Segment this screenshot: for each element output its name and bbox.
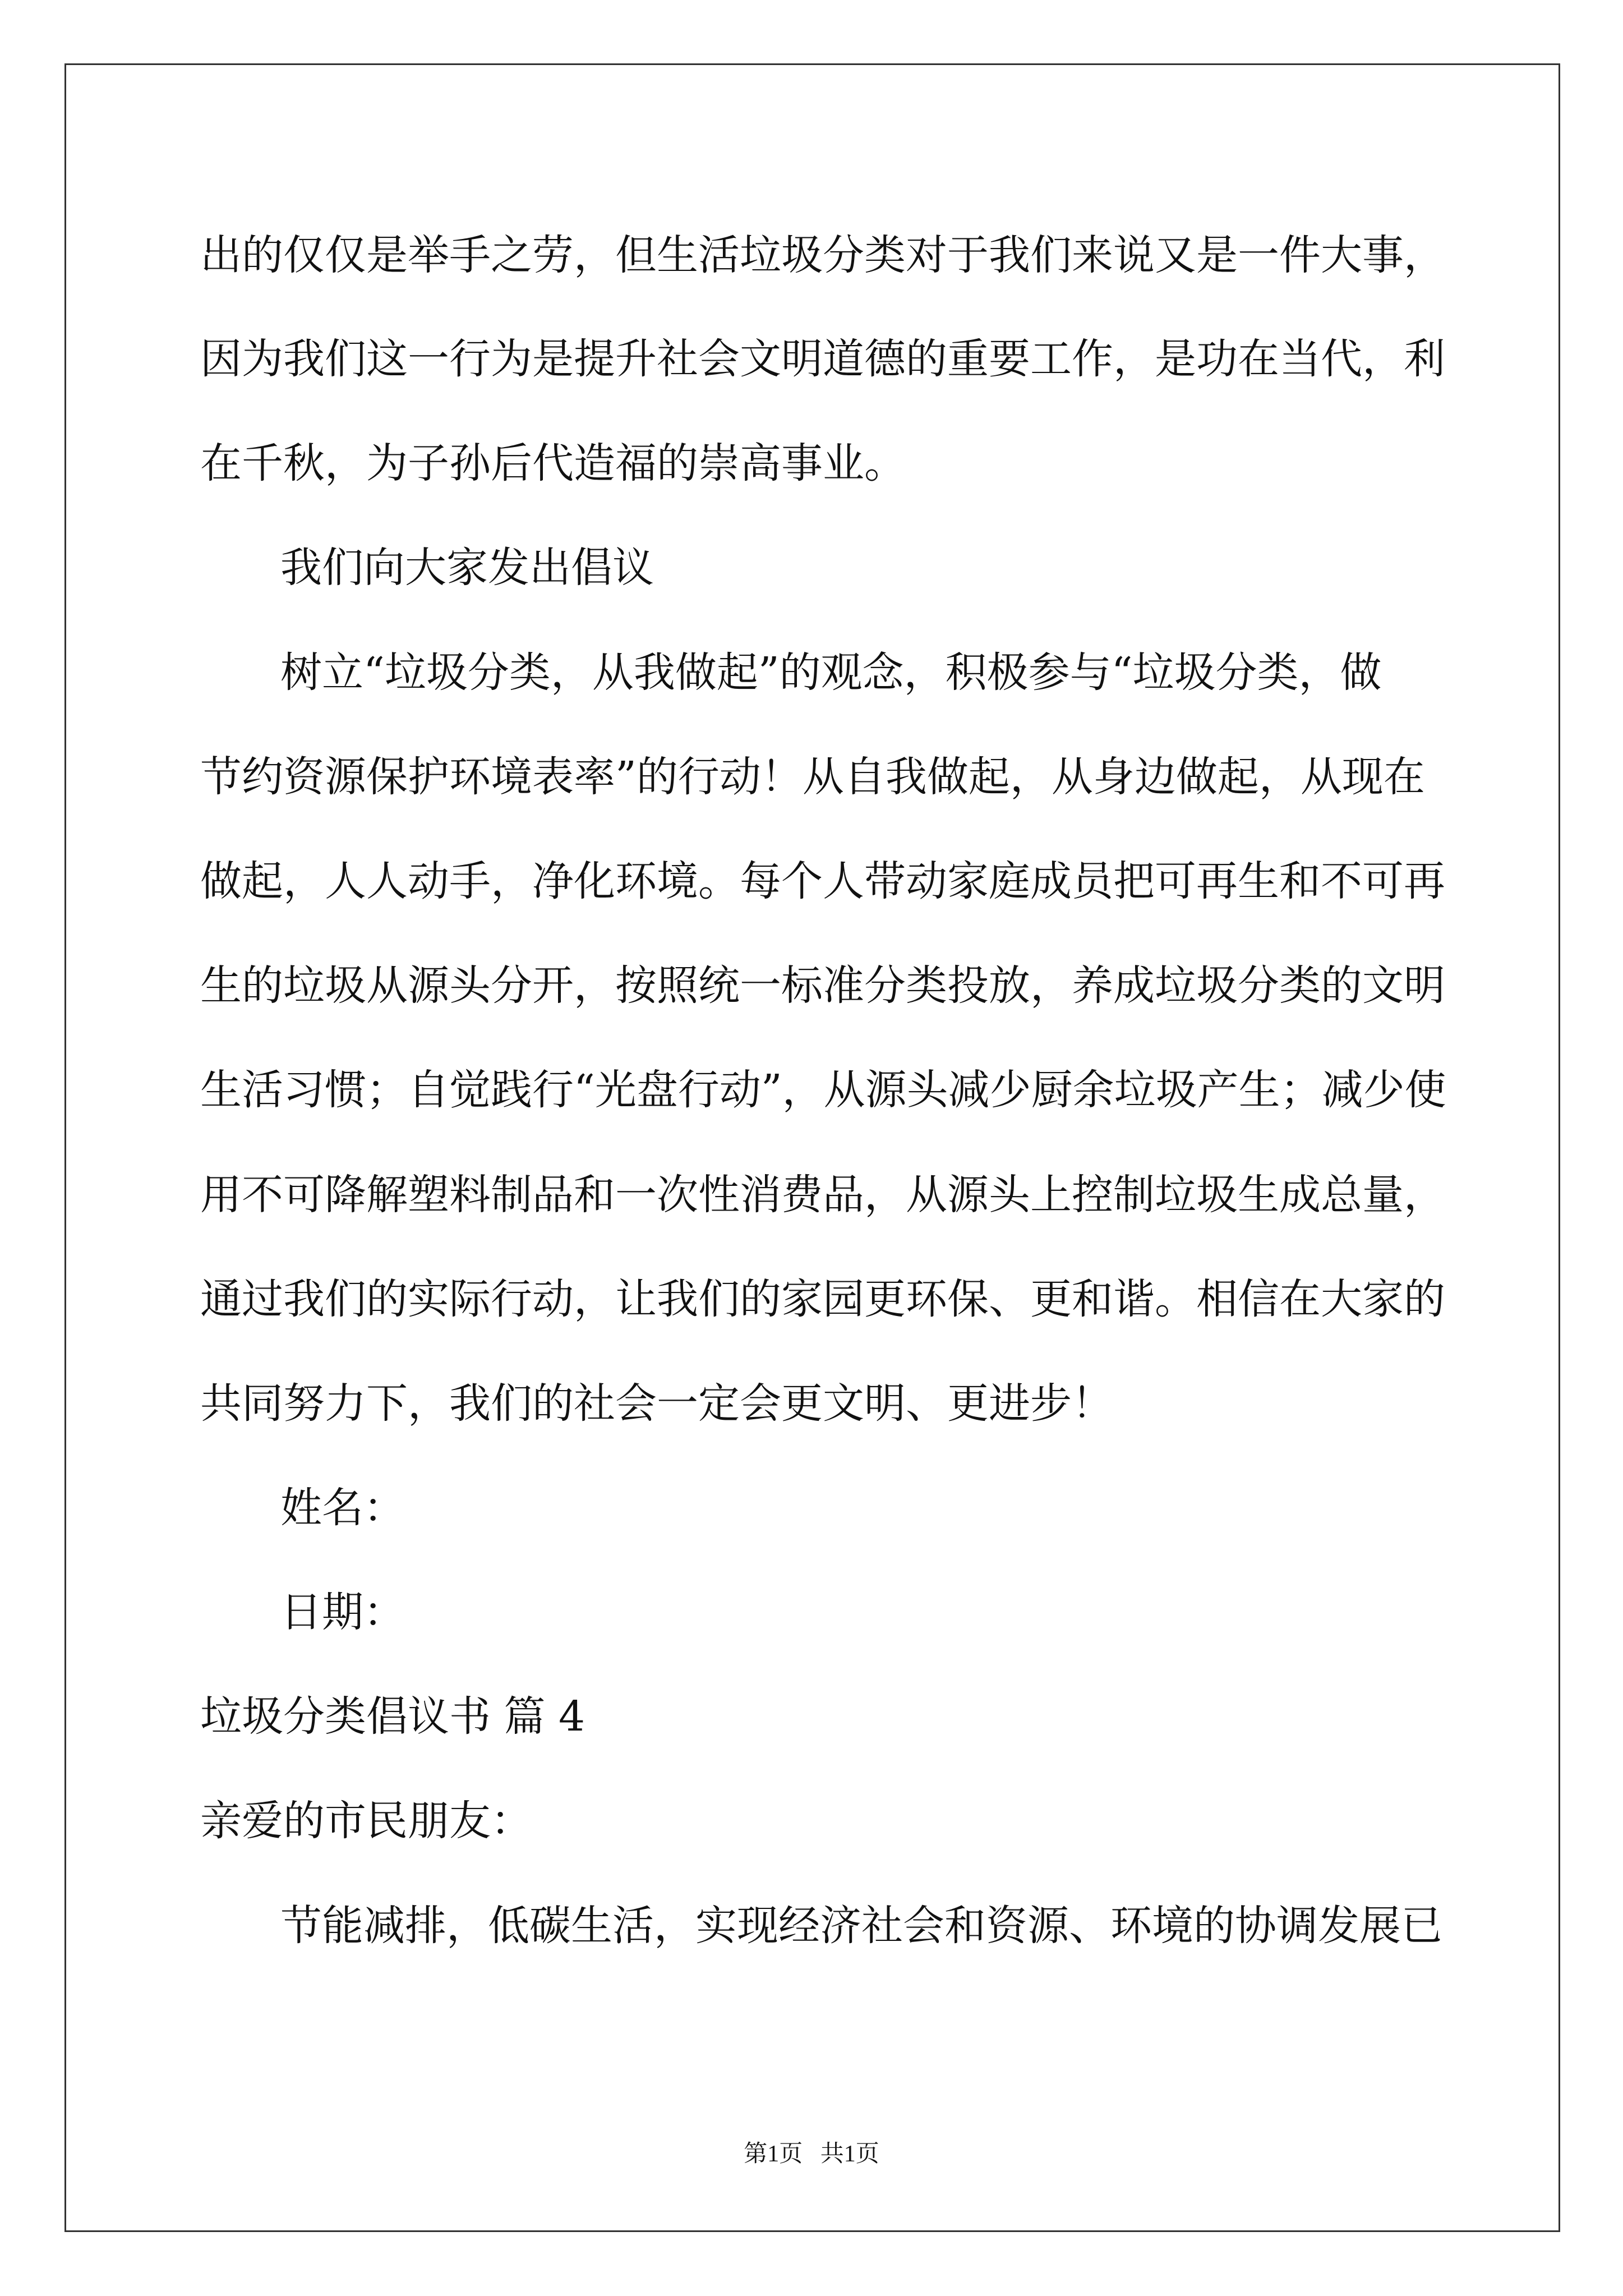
section-heading: 垃圾分类倡议书 篇 4 — [200, 1692, 585, 1741]
body-line: 在千秋，为子孙后代造福的崇高事业。 — [200, 439, 906, 487]
body-line: 节能减排，低碳生活，实现经济社会和资源、环境的协调发展已 — [280, 1902, 1442, 1950]
salutation: 亲爱的市民朋友： — [200, 1797, 532, 1845]
body-line: 我们向大家发出倡议 — [280, 544, 654, 592]
body-line: 生的垃圾从源头分开，按照统一标准分类投放，养成垃圾分类的文明 — [200, 961, 1445, 1010]
date-field-label: 日期： — [280, 1588, 405, 1636]
body-line: 因为我们这一行为是提升社会文明道德的重要工作，是功在当代，利 — [200, 335, 1445, 383]
page-footer: 第1页 共1页 — [744, 2141, 879, 2167]
body-line: 生活习惯；自觉践行“光盘行动”，从源头减少厨余垃圾产生；减少使 — [200, 1066, 1446, 1114]
body-line: 出的仅仅是举手之劳，但生活垃圾分类对于我们来说又是一件大事， — [200, 231, 1445, 279]
name-field-label: 姓名： — [280, 1484, 405, 1532]
body-line: 用不可降解塑料制品和一次性消费品，从源头上控制垃圾生成总量， — [200, 1171, 1445, 1219]
body-line: 节约资源保护环境表率”的行动！从自我做起，从身边做起，从现在 — [200, 753, 1425, 801]
body-line: 共同努力下，我们的社会一定会更文明、更进步！ — [200, 1379, 1113, 1428]
body-line: 通过我们的实际行动，让我们的家园更环保、更和谐。相信在大家的 — [200, 1275, 1445, 1323]
body-line: 树立“垃圾分类，从我做起”的观念，积极参与“垃圾分类，做 — [280, 648, 1382, 697]
body-line: 做起，人人动手，净化环境。每个人带动家庭成员把可再生和不可再 — [200, 857, 1445, 905]
